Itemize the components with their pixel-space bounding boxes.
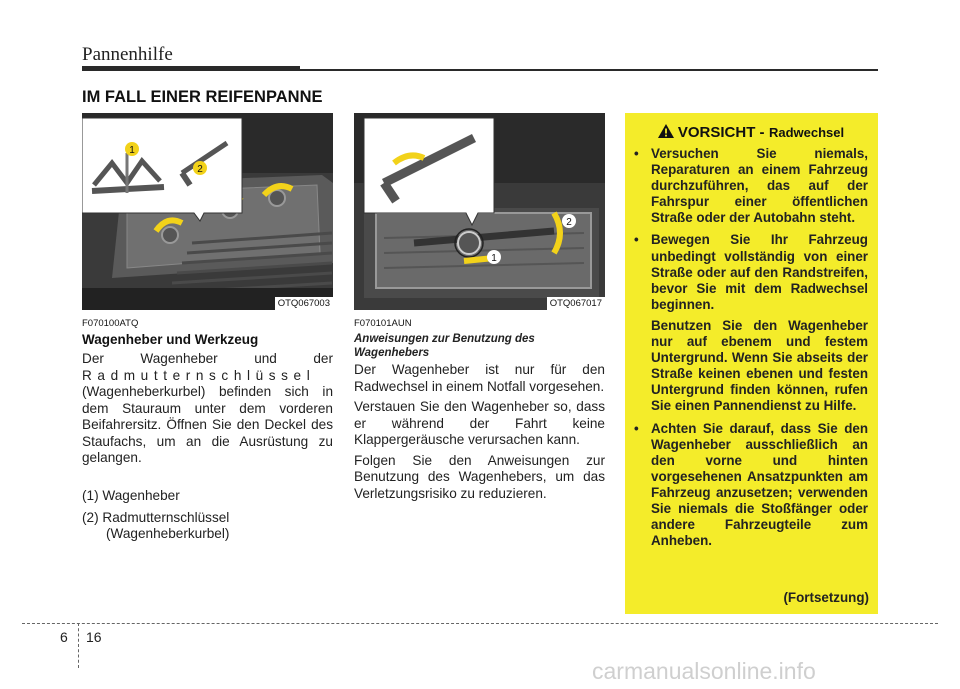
continued-label: (Fortsetzung) <box>783 590 869 605</box>
footer-rule <box>22 623 938 624</box>
paragraph-text: Der Wagenheber ist nur für den Radwechsel in einem Notfall vorgesehen. <box>354 362 605 394</box>
figure-caption: OTQ067017 <box>547 297 605 310</box>
subsection-heading: Anweisungen zur Benutzung des Wagenhebers <box>354 333 535 359</box>
header-rule-thick <box>82 66 300 71</box>
tool-list <box>82 488 333 543</box>
page-number: 16 <box>86 629 102 645</box>
caution-title: VORSICHT - <box>677 124 765 141</box>
bullet: • <box>634 232 639 248</box>
figure-caption: OTQ067003 <box>275 297 333 310</box>
bullet: • <box>634 420 639 436</box>
paragraph-line: Der Wagenheber und der <box>82 351 333 366</box>
middle-paragraphs <box>354 362 605 502</box>
chapter-number: 6 <box>60 629 68 645</box>
figure-label-2 <box>193 161 207 175</box>
caution-item <box>632 421 868 550</box>
section-title: IM FALL EINER REIFENPANNE <box>82 88 323 106</box>
caution-text: Bewegen Sie Ihr Fahrzeug unbedingt vollständig von einer Straße oder auf den Randstreifen, bevor Sie mit dem Radwechsel beginnen. <box>651 232 868 312</box>
caution-text: Benutzen Sie den Wagenheber nur auf ebenem und festem Untergrund. Wenn Sie abseits der Straße keinen ebenen und festen Untergrund finden können, rufen Sie einen Pannendienst zu Hilfe. <box>651 317 868 414</box>
section-code: F070101AUN <box>354 318 412 329</box>
caution-list <box>632 146 868 555</box>
caution-item <box>632 232 868 414</box>
section-code: F070100ATQ <box>82 318 139 329</box>
paragraph-text: Folgen Sie den Anweisungen zur Benutzung des Wagenhebers, um das Verletzungsrisiko zu reduzieren. <box>354 452 605 501</box>
chapter-title: Pannenhilfe <box>82 44 173 65</box>
caution-subtitle: Radwechsel <box>768 125 845 140</box>
caution-item <box>632 146 868 226</box>
svg-text:2: 2 <box>566 217 572 228</box>
list-item-continuation: (Wagenheberkurbel) <box>106 526 230 541</box>
left-paragraph <box>82 351 333 467</box>
list-item: (1) Wagenheber <box>82 488 180 503</box>
jack-storage-photo <box>82 113 333 310</box>
figure-label-2 <box>562 214 576 228</box>
watermark: carmanualsonline.info <box>592 658 816 684</box>
caution-text: Achten Sie darauf, dass Sie den Wagenheber ausschließlich an den vorne und hinten vorgesehenen Ansatzpunkten am Fahrzeug anzusetzen; verwenden Sie niemals die Stoßfänger oder andere Fahrzeugteile zum Anheben. <box>651 420 868 549</box>
figure-label-1 <box>125 142 139 156</box>
subsection-heading: Wagenheber und Werkzeug <box>82 332 259 347</box>
paragraph-text: Verstauen Sie den Wagenheber so, dass er während der Fahrt keine Klappergeräusche verursachen kann. <box>354 399 605 447</box>
caution-text: Versuchen Sie niemals, Reparaturen an einem Fahrzeug durchzuführen, das auf der Fahrspur einer öffentlichen Straße oder der Autobahn steht. <box>651 146 868 226</box>
warning-triangle-icon <box>658 124 674 138</box>
footer-divider <box>78 623 79 668</box>
caution-header <box>631 124 871 142</box>
paragraph-text: (Wagenheberkurbel) befinden sich in dem Stauraum unter dem vorderen Beifahrersitz. Öffnen Sie den Deckel des Staufachs, um an die Ausrüstung zu gelangen. <box>82 384 333 465</box>
caution-box <box>625 113 878 614</box>
figure-label-1 <box>487 250 501 264</box>
list-item: (2) Radmutternschlüssel <box>82 509 230 525</box>
svg-text:1: 1 <box>491 253 497 264</box>
jack-removal-photo <box>354 113 605 310</box>
svg-text:1: 1 <box>129 145 135 156</box>
svg-text:2: 2 <box>197 164 203 175</box>
header-rule-thin <box>300 69 878 71</box>
bullet: • <box>634 146 639 161</box>
paragraph-line: Radmutternschlüssel <box>82 367 316 383</box>
